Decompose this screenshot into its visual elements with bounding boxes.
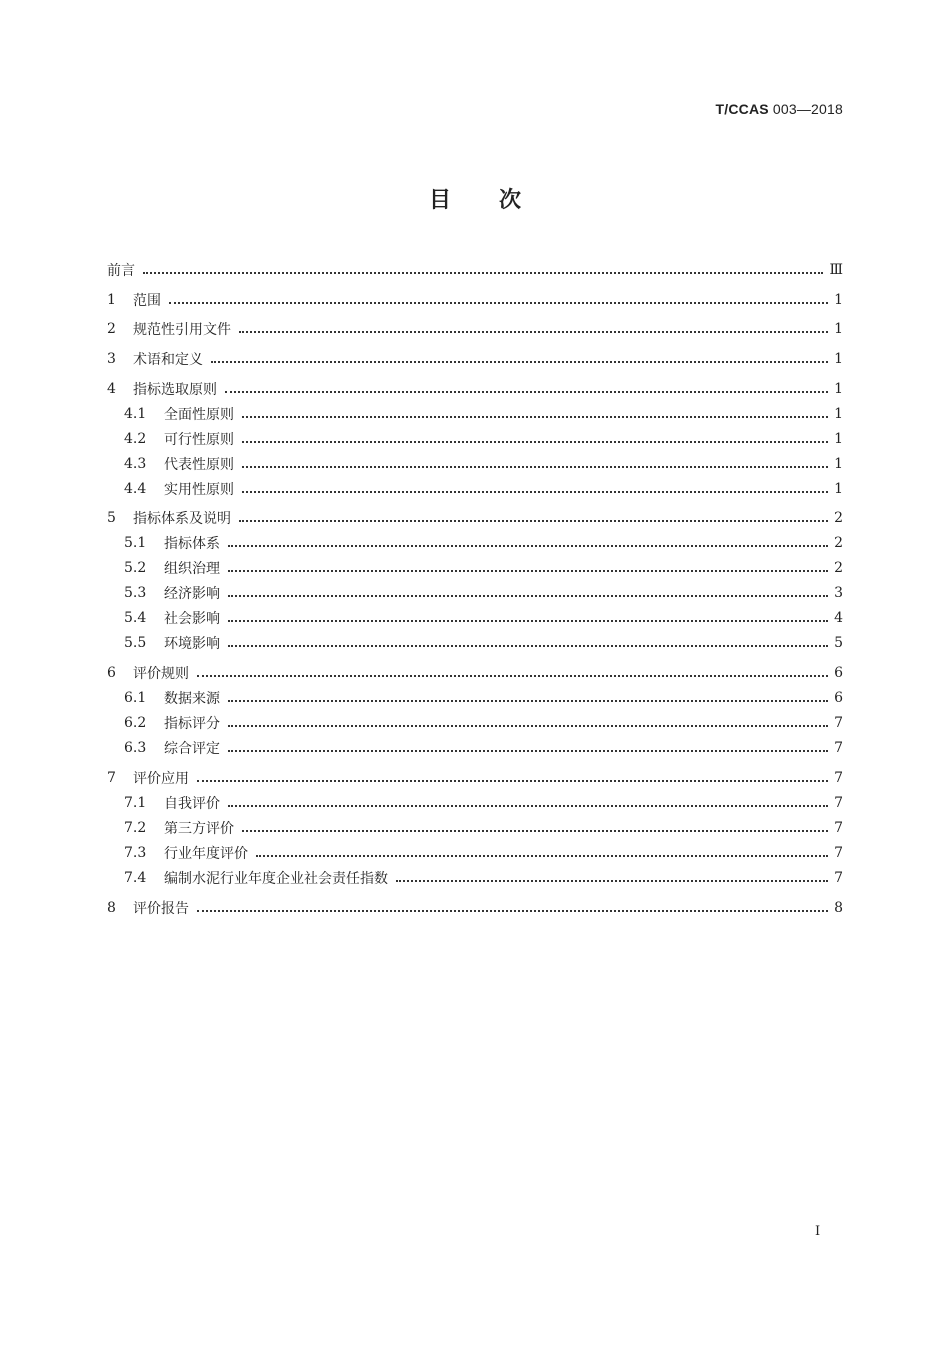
toc-entry-number: 1 — [107, 292, 116, 308]
document-code-number: 003—2018 — [768, 101, 843, 117]
toc-subentry[interactable] — [124, 686, 843, 710]
toc-entry-label: 规范性引用文件 — [133, 322, 231, 338]
toc-entry-label: 可行性原则 — [164, 432, 234, 448]
toc-entry-label: 评价应用 — [133, 771, 189, 787]
toc-entry-label: 经济影响 — [164, 586, 220, 602]
toc-entry-page: 6 — [834, 665, 843, 681]
dot-leader — [242, 830, 828, 832]
toc-entry-label: 术语和定义 — [133, 352, 203, 368]
toc-subentry[interactable] — [124, 866, 843, 890]
toc-entry-page: 1 — [834, 381, 843, 397]
toc-entry[interactable] — [107, 506, 843, 530]
toc-entry-label: 数据来源 — [164, 691, 220, 707]
dot-leader — [396, 880, 828, 882]
toc-entry-page: 1 — [834, 431, 843, 447]
toc-entry-number: 2 — [107, 321, 116, 337]
dot-leader — [242, 491, 828, 493]
toc-entry-label: 指标评分 — [164, 716, 220, 732]
toc-entry-label: 评价规则 — [133, 666, 189, 682]
toc-subentry[interactable] — [124, 402, 843, 426]
toc-entry-page: 2 — [834, 510, 843, 526]
toc-entry-label: 综合评定 — [164, 741, 220, 757]
toc-entry-page: 7 — [834, 795, 843, 811]
title-char-1: 目 — [428, 188, 451, 213]
toc-subentry[interactable] — [124, 791, 843, 815]
toc-entry[interactable] — [107, 661, 843, 685]
toc-entry-number: 5.4 — [124, 610, 147, 626]
page-title — [0, 183, 950, 214]
toc-entry-label: 前言 — [107, 263, 135, 279]
dot-leader — [239, 331, 828, 333]
toc-subentry[interactable] — [124, 841, 843, 865]
dot-leader — [242, 466, 828, 468]
toc-entry-page: 2 — [834, 535, 843, 551]
toc-entry-number: 5 — [107, 510, 116, 526]
dot-leader — [211, 361, 828, 363]
dot-leader — [228, 700, 828, 702]
dot-leader — [225, 391, 828, 393]
document-code — [715, 101, 843, 117]
toc-entry-label: 代表性原则 — [164, 457, 234, 473]
dot-leader — [228, 750, 828, 752]
toc-entry[interactable] — [107, 896, 843, 920]
toc-entry-number: 5.5 — [124, 635, 147, 651]
toc-entry-page: 1 — [834, 292, 843, 308]
dot-leader — [228, 620, 828, 622]
toc-entry-label: 指标体系及说明 — [133, 511, 231, 527]
toc-entry-label: 指标选取原则 — [133, 382, 217, 398]
toc-entry-label: 范围 — [133, 293, 161, 309]
title-char-2: 次 — [499, 188, 522, 213]
toc-entry-number: 3 — [107, 351, 116, 367]
toc-entry[interactable] — [107, 347, 843, 371]
toc-entry-page: 7 — [834, 870, 843, 886]
dot-leader — [228, 645, 828, 647]
toc-subentry[interactable] — [124, 556, 843, 580]
document-code-prefix: T/CCAS — [715, 101, 769, 117]
toc-entry-number: 7.3 — [124, 845, 147, 861]
dot-leader — [228, 545, 828, 547]
toc-entry-number: 4 — [107, 381, 116, 397]
toc-subentry[interactable] — [124, 531, 843, 555]
toc-entry-number: 6.2 — [124, 715, 147, 731]
toc-entry-number: 4.3 — [124, 456, 147, 472]
toc-entry-label: 全面性原则 — [164, 407, 234, 423]
toc-subentry[interactable] — [124, 631, 843, 655]
toc-entry[interactable] — [107, 288, 843, 312]
toc-subentry[interactable] — [124, 477, 843, 501]
dot-leader — [228, 570, 828, 572]
toc-entry-page: 7 — [834, 820, 843, 836]
toc-subentry[interactable] — [124, 736, 843, 760]
dot-leader — [197, 910, 828, 912]
dot-leader — [228, 595, 828, 597]
dot-leader — [197, 675, 828, 677]
toc-entry-number: 5.3 — [124, 585, 147, 601]
toc-entry-number: 7.1 — [124, 795, 147, 811]
toc-entry-number: 6.3 — [124, 740, 147, 756]
toc-entry-page: 7 — [834, 740, 843, 756]
toc-entry[interactable] — [107, 317, 843, 341]
toc-entry-number: 4.1 — [124, 406, 147, 422]
dot-leader — [197, 780, 828, 782]
toc-entry-number: 6.1 — [124, 690, 147, 706]
dot-leader — [143, 272, 823, 274]
toc-entry-label: 评价报告 — [133, 901, 189, 917]
toc-entry-number: 7 — [107, 770, 116, 786]
toc-entry-page: 3 — [834, 585, 843, 601]
toc-entry-foreword[interactable] — [107, 258, 843, 282]
dot-leader — [169, 302, 828, 304]
toc-entry-label: 行业年度评价 — [164, 846, 248, 862]
toc-entry-page: 1 — [834, 456, 843, 472]
toc-subentry[interactable] — [124, 711, 843, 735]
toc-entry-page: 1 — [834, 481, 843, 497]
toc-subentry[interactable] — [124, 427, 843, 451]
toc-entry-page: 1 — [834, 321, 843, 337]
toc-entry-number: 5.1 — [124, 535, 147, 551]
toc-entry-number: 5.2 — [124, 560, 147, 576]
toc-entry-page: 7 — [834, 845, 843, 861]
toc-entry-page: 5 — [834, 635, 843, 651]
dot-leader — [242, 441, 828, 443]
toc-entry-label: 实用性原则 — [164, 482, 234, 498]
toc-entry-number: 7.2 — [124, 820, 147, 836]
toc-entry-page: 7 — [834, 715, 843, 731]
toc-entry-page: 2 — [834, 560, 843, 576]
toc-entry-label: 组织治理 — [164, 561, 220, 577]
toc-entry[interactable] — [107, 377, 843, 401]
toc-entry-page: 1 — [834, 406, 843, 422]
toc-entry-page: 1 — [834, 351, 843, 367]
toc-entry-label: 编制水泥行业年度企业社会责任指数 — [164, 871, 388, 887]
toc-entry-number: 7.4 — [124, 870, 147, 886]
toc-entry-number: 4.4 — [124, 481, 147, 497]
toc-entry-page: 8 — [834, 900, 843, 916]
toc-entry-label: 第三方评价 — [164, 821, 234, 837]
toc-entry-number: 8 — [107, 900, 116, 916]
toc-entry-page: 4 — [834, 610, 843, 626]
toc-subentry[interactable] — [124, 816, 843, 840]
toc-entry-page: Ⅲ — [829, 262, 843, 278]
toc-entry[interactable] — [107, 766, 843, 790]
toc-entry-label: 环境影响 — [164, 636, 220, 652]
toc-entry-page: 6 — [834, 690, 843, 706]
toc-subentry[interactable] — [124, 581, 843, 605]
toc-entry-label: 社会影响 — [164, 611, 220, 627]
toc-entry-label: 指标体系 — [164, 536, 220, 552]
page-number: I — [815, 1224, 821, 1239]
toc-entry-page: 7 — [834, 770, 843, 786]
dot-leader — [228, 805, 828, 807]
dot-leader — [256, 855, 828, 857]
toc-entry-label: 自我评价 — [164, 796, 220, 812]
toc-entry-number: 4.2 — [124, 431, 147, 447]
dot-leader — [228, 725, 828, 727]
dot-leader — [239, 520, 828, 522]
toc-entry-number: 6 — [107, 665, 116, 681]
dot-leader — [242, 416, 828, 418]
toc-subentry[interactable] — [124, 452, 843, 476]
toc-subentry[interactable] — [124, 606, 843, 630]
